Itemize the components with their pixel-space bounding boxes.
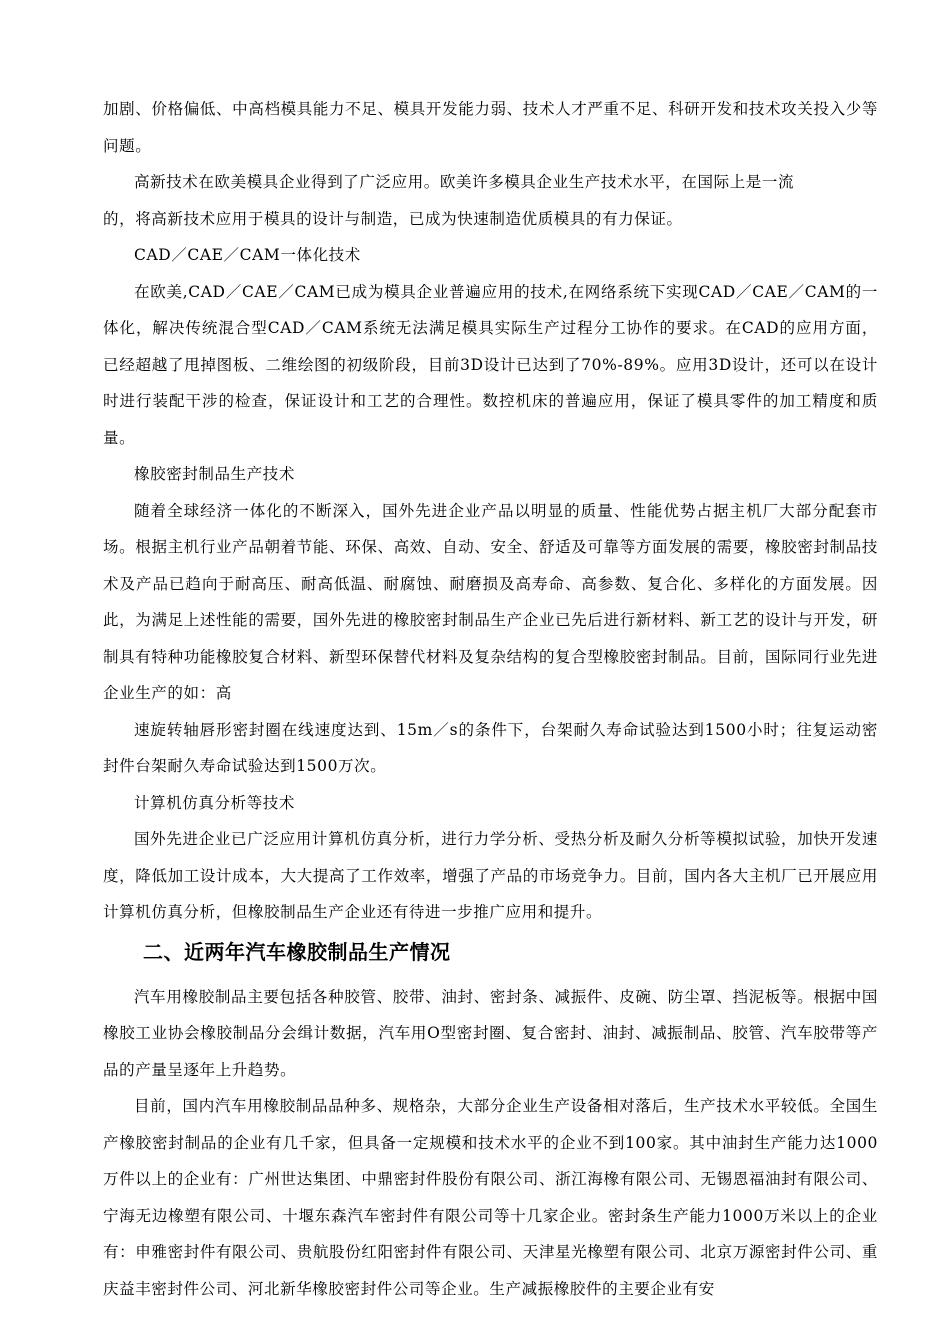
paragraph-cad-cae-cam: 在欧美,CAD／CAE／CAM已成为模具企业普遍应用的技术,在网络系统下实现CAD／CAE／CAM的一体化，解决传统混合型CAD／CAM系统无法满足模具实际生产过程分工协作的要求。在CAD的应用方面，已经超越了甩掉图板、二维绘图的初级阶段，目前3D设计已达到了70%-89%。应用3D设计，还可以在设计时进行装配干涉的检查，保证设计和工艺的合理性。数控机床的普遍应用，保证了模具零件的加工精度和质量。 <box>103 282 878 447</box>
paragraph-rotary-seal-test: 速旋转轴唇形密封圈在线速度达到、15m／s的条件下，台架耐久寿命试验达到1500小时；往复运动密封件台架耐久寿命试验达到1500万次。 <box>103 720 878 775</box>
paragraph-high-tech-intro: 高新技术在欧美模具企业得到了广泛应用。欧美许多模具企业生产技术水平，在国际上是一流 <box>134 173 795 191</box>
paragraph-computer-simulation: 国外先进企业已广泛应用计算机仿真分析，进行力学分析、受热分析及耐久分析等模拟试验，加快开发速度，降低加工设计成本，大大提高了工作效率，增强了产品的市场竞争力。目前，国内各大主机厂已开展应用计算机仿真分析，但橡胶制品生产企业还有待进一步推广应用和提升。 <box>103 830 878 921</box>
paragraph-domestic-enterprises: 目前，国内汽车用橡胶制品品种多、规格杂，大部分企业生产设备相对落后，生产技术水平较低。全国生产橡胶密封制品的企业有几千家，但具备一定规模和技术水平的企业不到100家。其中油封生产能力达1000万件以上的企业有：广州世达集团、中鼎密封件股份有限公司、浙江海橡有限公司、无锡恩福油封有限公司、宁海无边橡塑有限公司、十堰东森汽车密封件有限公司等十几家企业。密封条生产能力1000万米以上的企业有：申雅密封件有限公司、贵航股份红阳密封件有限公司、天津星光橡塑有限公司、北京万源密封件公司、重庆益丰密封件公司、河北新华橡胶密封件公司等企业。生产减振橡胶件的主要企业有安 <box>103 1097 878 1298</box>
subheading-cad-cae-cam: CAD／CAE／CAM一体化技术 <box>134 246 361 264</box>
subheading-rubber-seal-tech: 橡胶密封制品生产技术 <box>134 465 296 483</box>
paragraph-high-tech-continued: 的，将高新技术应用于模具的设计与制造，已成为快速制造优质模具的有力保证。 <box>103 209 683 228</box>
document-body <box>103 91 878 1307</box>
paragraph-auto-rubber-products: 汽车用橡胶制品主要包括各种胶管、胶带、油封、密封条、减振件、皮碗、防尘罩、挡泥板等。根据中国橡胶工业协会橡胶制品分会缉计数据，汽车用O型密封圈、复合密封、油封、减振制品、胶管、汽车胶带等产品的产量呈逐年上升趋势。 <box>103 987 878 1079</box>
paragraph-mold-industry-problems: 加剧、价格偏低、中高档模具能力不足、模具开发能力弱、技术人才严重不足、科研开发和技术攻关投入少等问题。 <box>103 100 878 155</box>
section-title-auto-rubber-production: 二、近两年汽车橡胶制品生产情况 <box>143 939 451 964</box>
subheading-computer-simulation: 计算机仿真分析等技术 <box>134 793 296 812</box>
paragraph-rubber-seal-tech: 随着全球经济一体化的不断深入，国外先进企业产品以明显的质量、性能优势占据主机厂大部分配套市场。根据主机行业产品朝着节能、环保、高效、自动、安全、舒适及可靠等方面发展的需要，橡胶密封制品技术及产品已趋向于耐高压、耐高低温、耐腐蚀、耐磨损及高寿命、高参数、复合化、多样化的方面发展。因此，为满足上述性能的需要，国外先进的橡胶密封制品生产企业已先后进行新材料、新工艺的设计与开发，研制具有特种功能橡胶复合材料、新型环保替代材料及复杂结构的复合型橡胶密封制品。目前，国际同行业先进企业生产的如：高 <box>103 501 878 702</box>
